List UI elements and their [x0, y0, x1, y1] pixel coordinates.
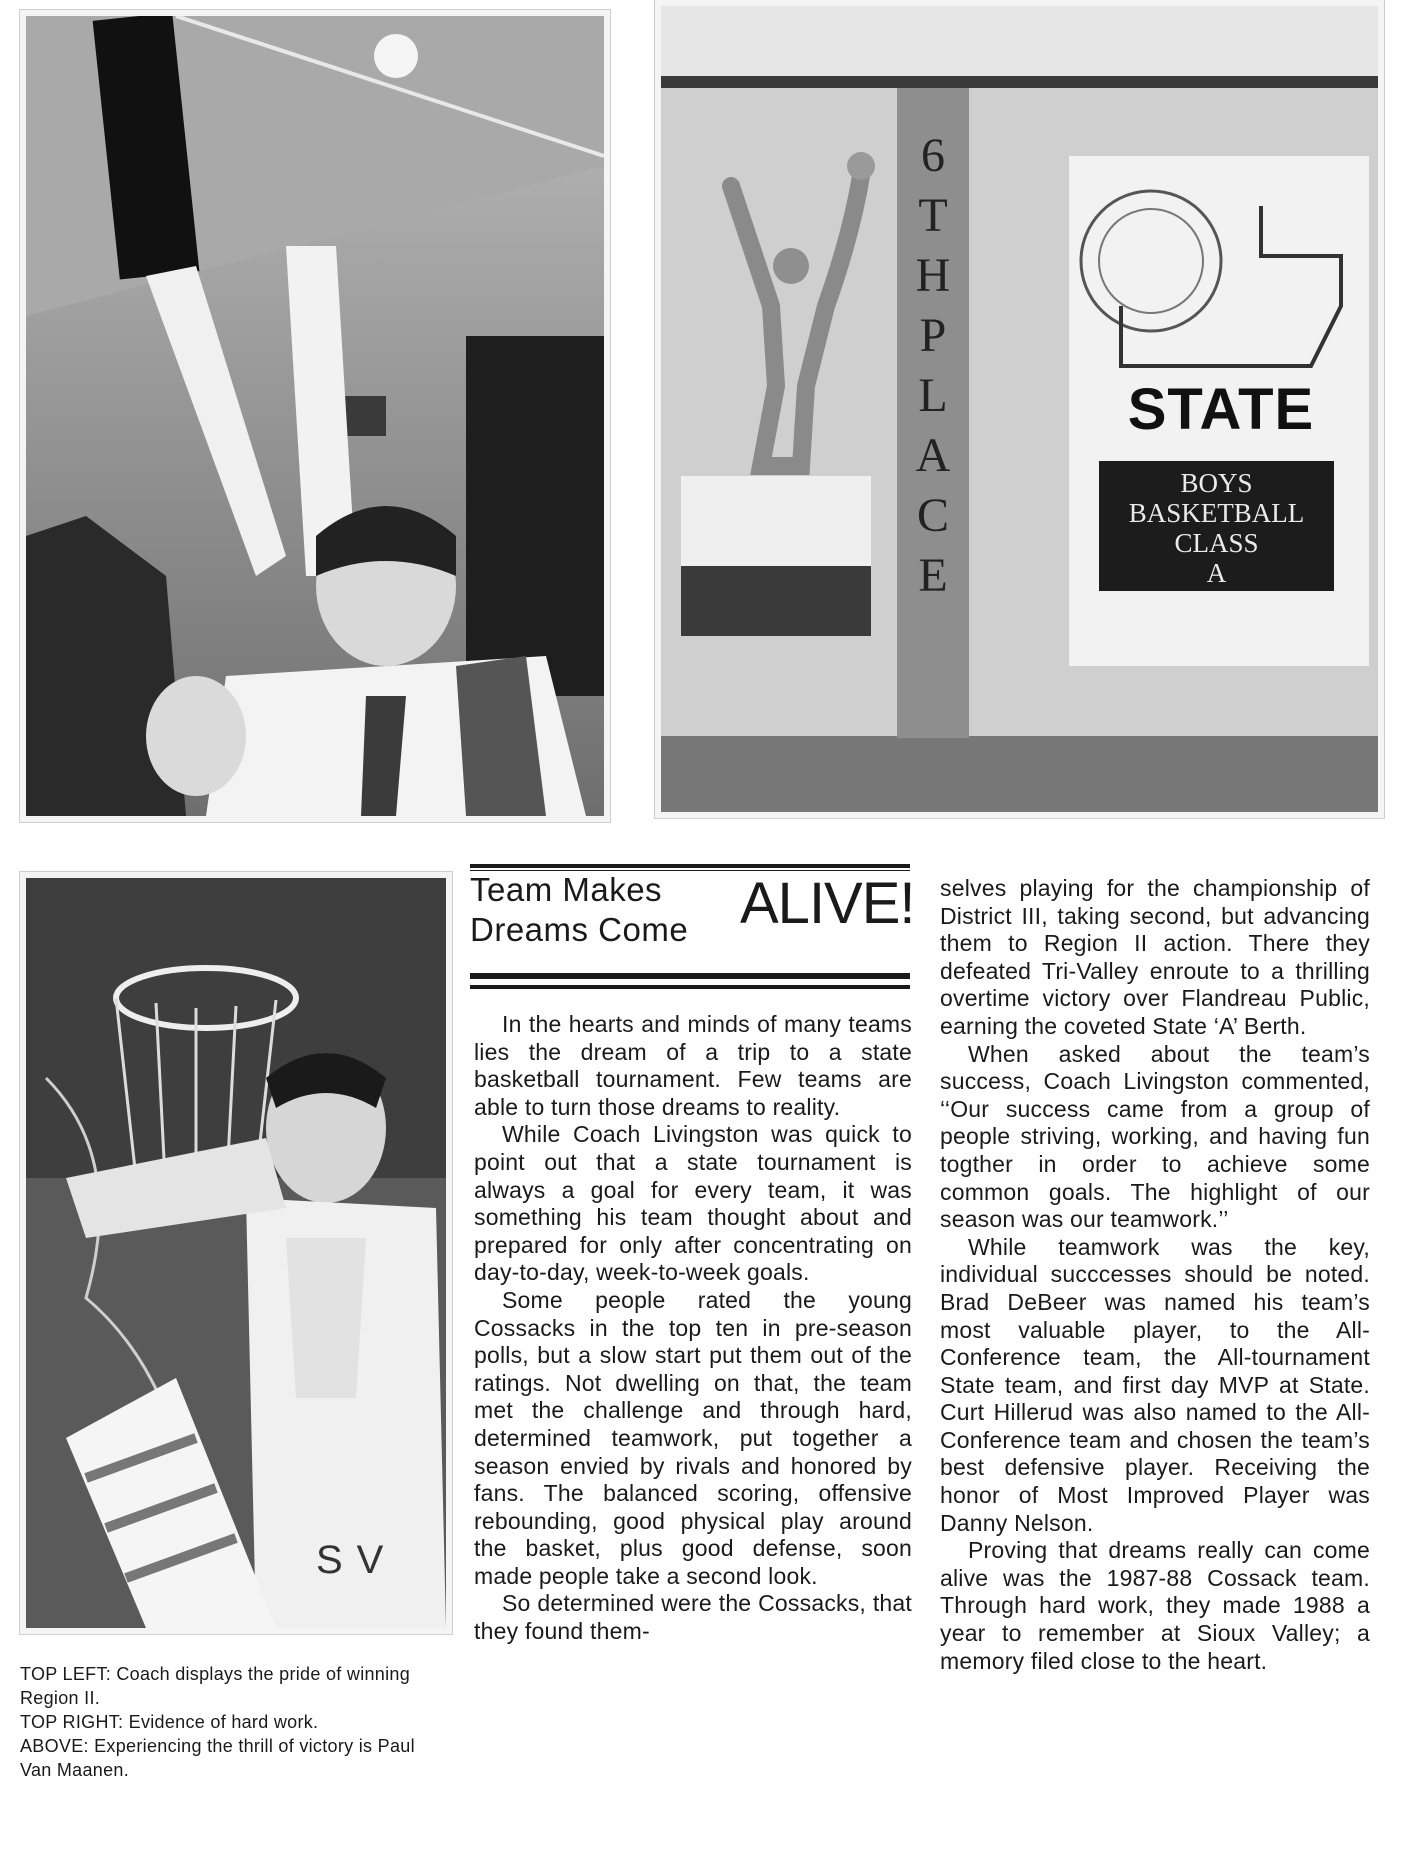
plate-line-3: CLASS [1174, 528, 1259, 558]
state-label: STATE [1127, 377, 1315, 442]
plate-line-4: A [1206, 558, 1227, 588]
headline-text [470, 870, 740, 950]
headline-bottom-rule [470, 973, 910, 979]
class-plate [1099, 468, 1334, 588]
plate-line-2: BASKETBALL [1128, 498, 1305, 528]
caption-above: ABOVE: Experiencing the thrill of victory is Paul Van Maanen. [20, 1736, 415, 1780]
article-column-1 [474, 1011, 912, 1646]
article-paragraph: So determined were the Cossacks, that they found them- [474, 1590, 912, 1645]
jersey-letters: SV [316, 1538, 398, 1582]
photo-trophy-plaque [655, 0, 1384, 818]
caption-top-left: TOP LEFT: Coach displays the pride of winning Region II. [20, 1664, 411, 1708]
article-paragraph: Proving that dreams really can come alive was the 1987-88 Cossack team. Through hard work, they made 1988 a year to remember at Sioux Valley; a memory filed close to the heart. [940, 1537, 1370, 1674]
article-paragraph: When asked about the team’s success, Coach Livingston commented, ‘‘Our success came from a group of people striving, working, and having fun togther in order to achieve some common goals. The highlight of our season was our teamwork.’’ [940, 1040, 1370, 1233]
headline-top-rule [470, 864, 910, 868]
headline-line-1: Team Makes [470, 871, 663, 908]
article-paragraph: In the hearts and minds of many teams lies the dream of a trip to a state basketball tournament. Few teams are able to turn those dreams to reality. [474, 1011, 912, 1120]
plate-line-1: BOYS [1180, 468, 1253, 498]
coach-celebrating-image [26, 16, 604, 816]
cutting-net-image [26, 878, 446, 1628]
article-paragraph: While teamwork was the key, individual succcesses should be noted. Brad DeBeer was named his team’s most valuable player, to the All-Conference team, the All-tournament State team, and first day MVP at State. Curt Hillerud was also named to the All-Conference team and chosen the team’s best defensive player. Receiving the honor of Most Improved Player was Danny Nelson. [940, 1233, 1370, 1536]
headline-bottom-rule-2 [470, 985, 910, 989]
headline-line-2: Dreams Come [470, 911, 689, 948]
photo-cutting-net [20, 872, 452, 1634]
article-column-2 [940, 875, 1370, 1675]
article-paragraph: Some people rated the young Cossacks in the top ten in pre-season polls, but a slow start put them out of the ratings. Not dwelling on that, the team met the challenge and through hard, determined teamwork, put together a season envied by rivals and honored by fans. The balanced scoring, offensive rebounding, good physical play around the basket, plus good defense, soon made people take a second look. [474, 1286, 912, 1589]
sixth-place-vertical-label: 6TH PLACE [915, 129, 951, 602]
article-paragraph: While Coach Livingston was quick to point out that a state tournament is always a goal for every team, it was something his team thought about and prepared for only after concentrating on day-to-day, week-to-week goals. [474, 1121, 912, 1286]
article-paragraph-continued: selves playing for the championship of District III, taking second, but advancing them to Region II action. There they defeated Tri-Valley enroute to a thrilling overtime victory over Flandreau Public, earning the coveted State ‘A’ Berth. [940, 875, 1370, 1039]
photo-captions [20, 1662, 440, 1782]
photo-coach-celebrating [20, 10, 610, 822]
caption-top-right: TOP RIGHT: Evidence of hard work. [20, 1712, 319, 1732]
headline-alive: ALIVE! [740, 871, 915, 936]
